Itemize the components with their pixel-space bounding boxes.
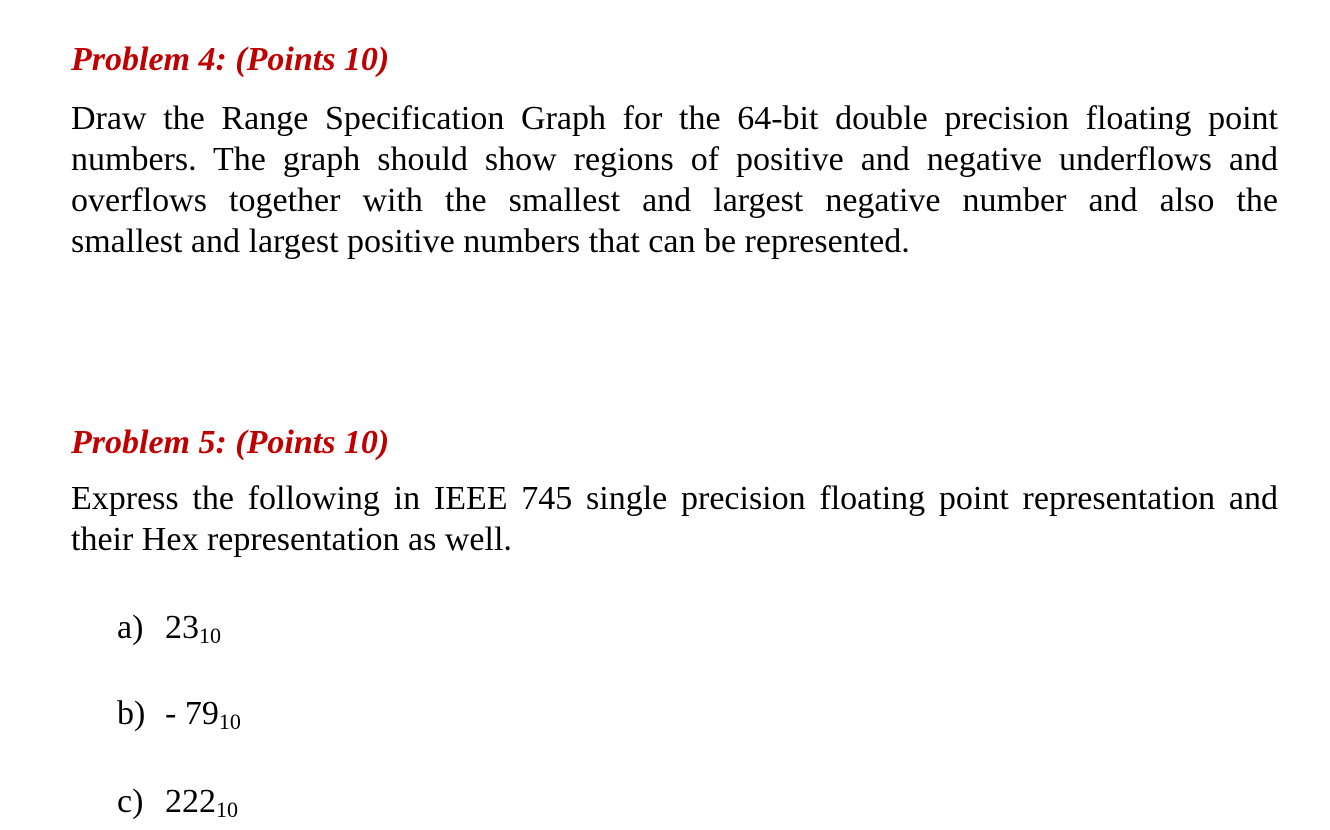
- problem-5-line: their Hex representation as well.: [71, 521, 512, 558]
- problem-5-title: Problem 5: (Points 10): [71, 424, 390, 461]
- problem-4-title: Problem 4: (Points 10): [71, 41, 390, 78]
- list-item-a: [117, 608, 221, 648]
- list-item-b: [117, 694, 241, 734]
- item-base-subscript: 10: [216, 797, 238, 822]
- problem-5-line: Express the following in IEEE 745 single precision floating point representation and: [71, 480, 1278, 517]
- list-marker: c): [117, 783, 144, 820]
- problem-4-line: Draw the Range Specification Graph for the 64-bit double precision floating point: [71, 100, 1278, 137]
- problem-4-description: [71, 98, 1278, 262]
- problem-4-line: numbers. The graph should show regions of positive and negative underflows and: [71, 141, 1278, 178]
- problem-5-description: [71, 478, 1278, 560]
- list-marker: a): [117, 609, 144, 646]
- list-item-c: [117, 782, 238, 822]
- problem-4-line: overflows together with the smallest and largest negative number and also the: [71, 182, 1278, 219]
- item-value: 222: [165, 783, 216, 820]
- list-marker: b): [117, 695, 146, 732]
- item-value: - 79: [165, 695, 219, 732]
- item-value: 23: [165, 609, 199, 646]
- item-base-subscript: 10: [218, 709, 241, 734]
- item-base-subscript: 10: [199, 623, 221, 648]
- problem-4-line: smallest and largest positive numbers that can be represented.: [71, 223, 910, 260]
